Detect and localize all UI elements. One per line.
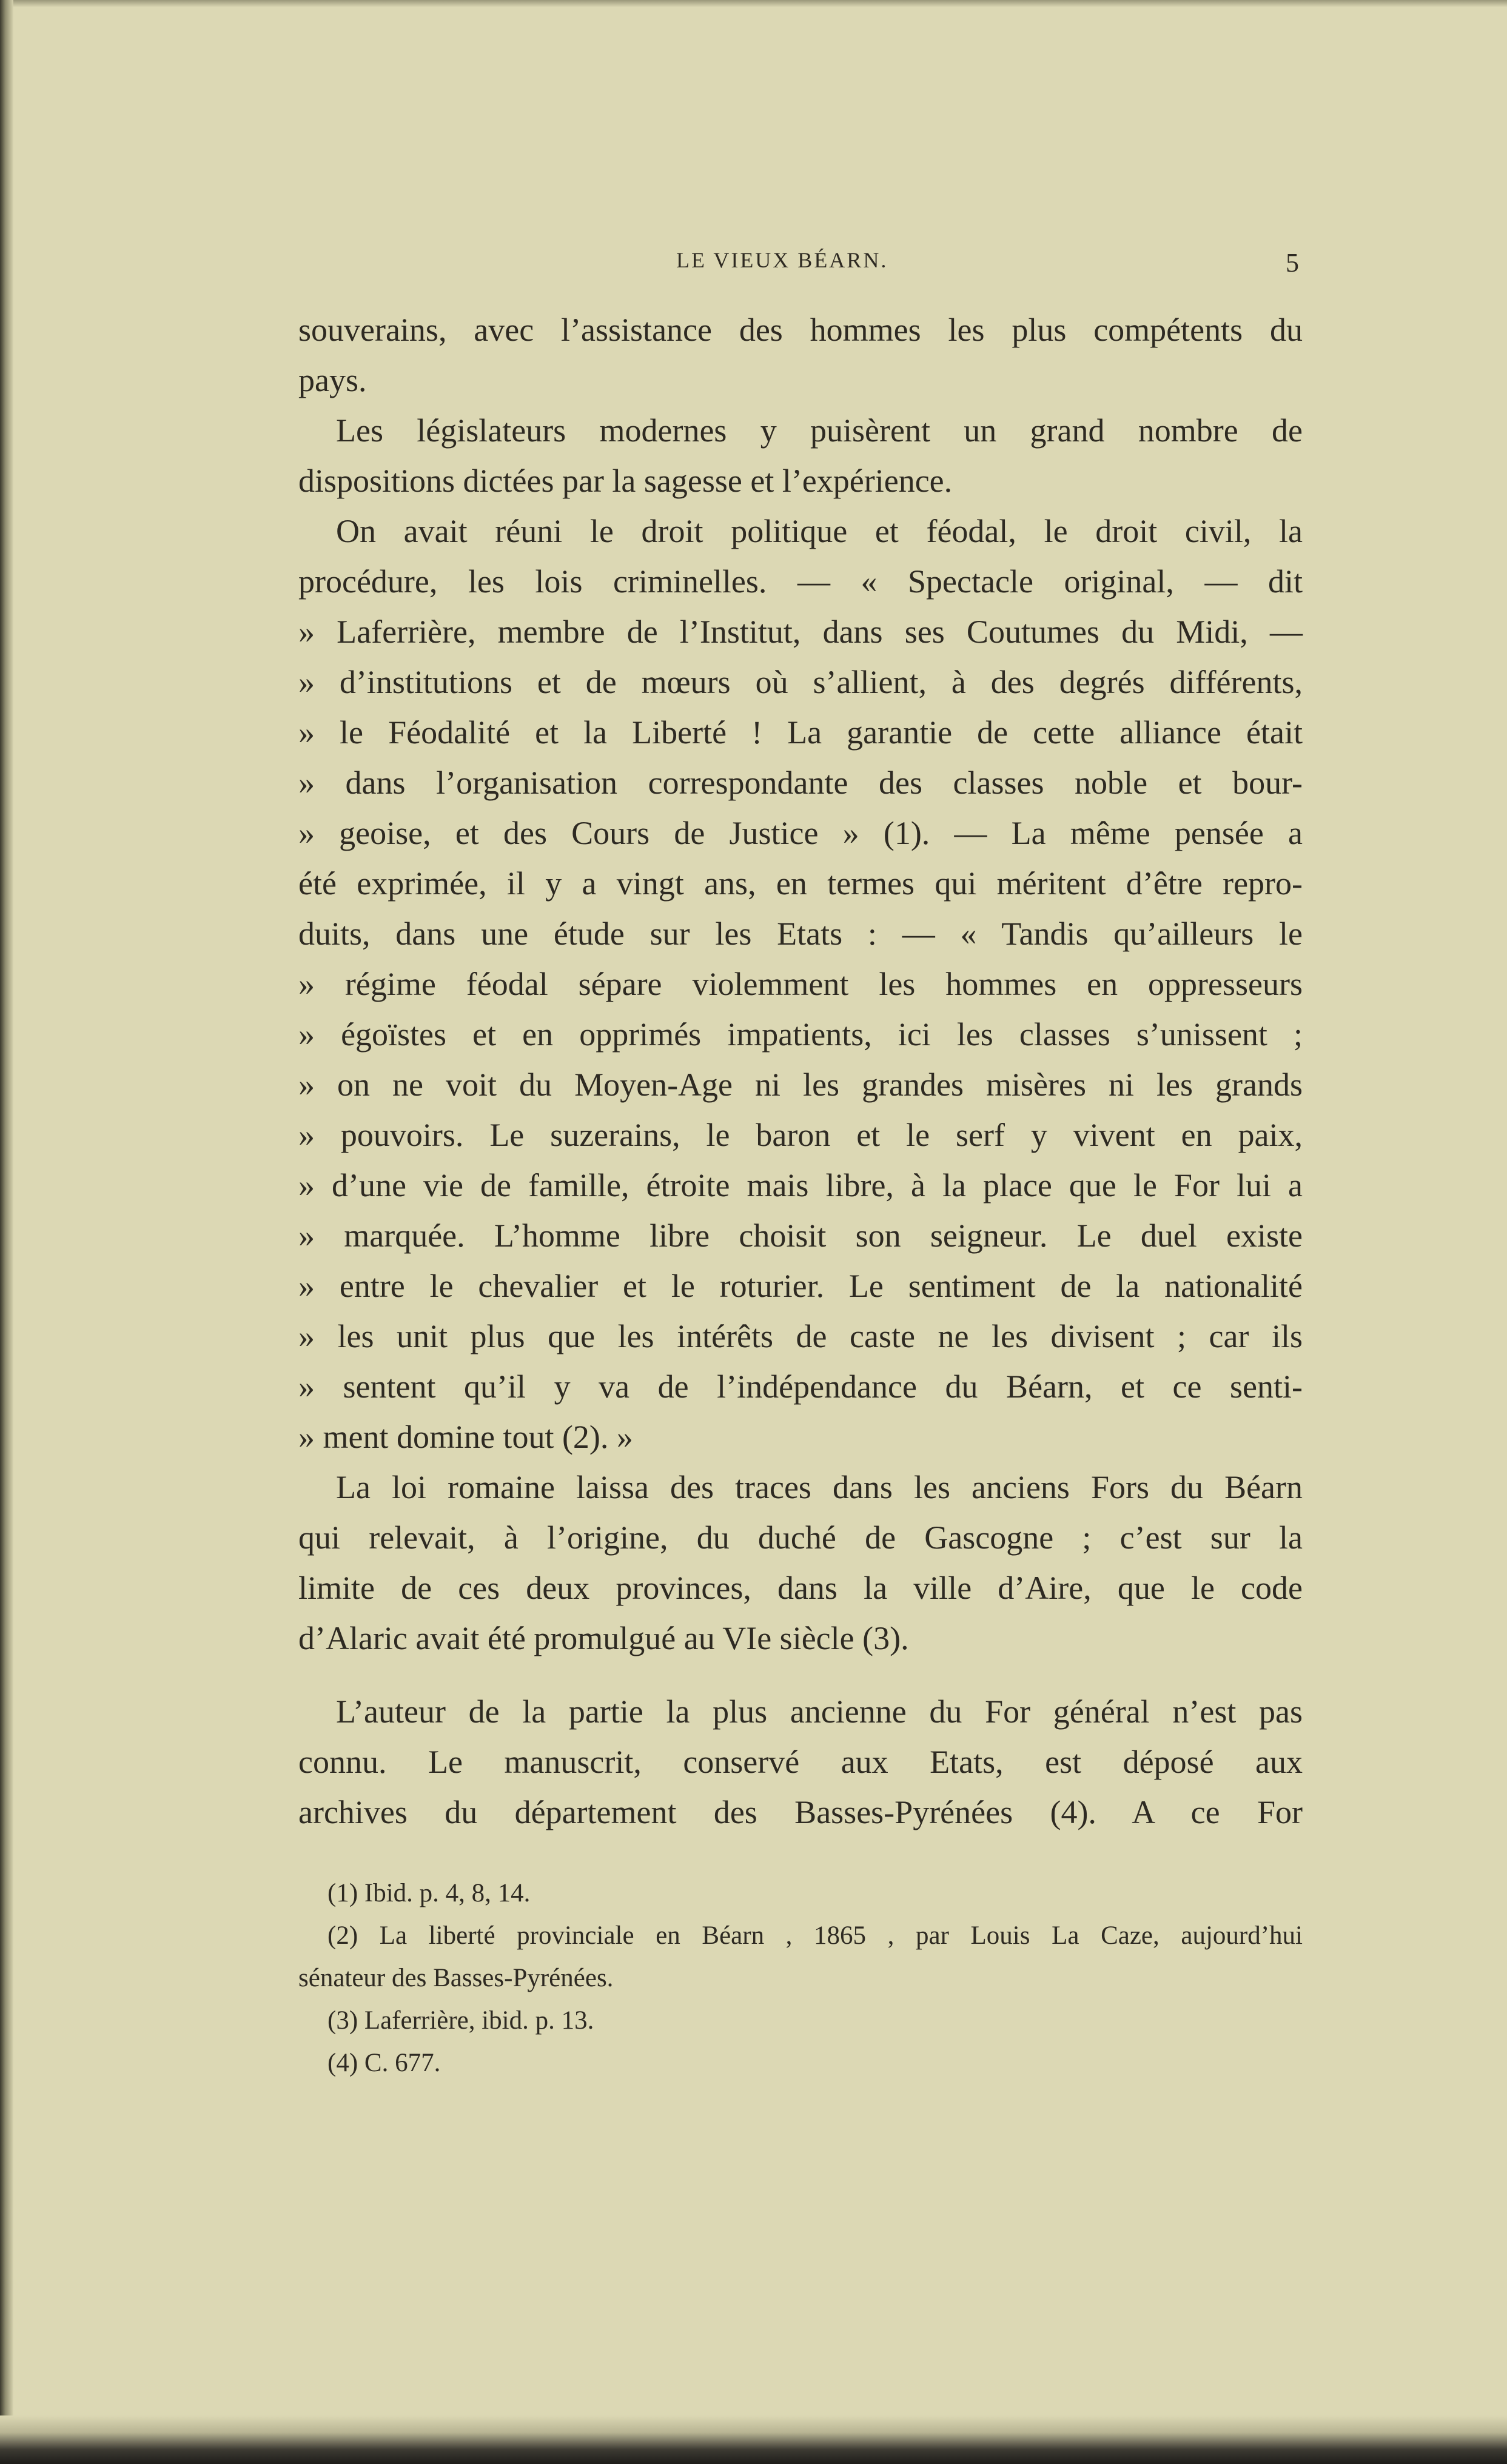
text-line: » Laferrière, membre de l’Institut, dans ses Coutumes du Midi, — xyxy=(298,614,1303,650)
text-line: » entre le chevalier et le roturier. Le sentiment de la nationalité xyxy=(298,1268,1303,1304)
text-line: d’Alaric avait été promulgué au VIe siècle (3). xyxy=(298,1620,909,1656)
text-line: limite de ces deux provinces, dans la ville d’Aire, que le code xyxy=(298,1570,1303,1606)
text-line: La loi romaine laissa des traces dans les anciens Fors du Béarn xyxy=(336,1469,1303,1505)
text-line: » ment domine tout (2). » xyxy=(298,1419,633,1455)
page-number: 5 xyxy=(1286,248,1301,278)
text-line: » les unit plus que les intérêts de caste ne les divisent ; car ils xyxy=(298,1318,1303,1354)
page-header xyxy=(676,247,1301,284)
text-line: L’auteur de la partie la plus ancienne du For général n’est pas xyxy=(336,1693,1303,1730)
text-line: été exprimée, il y a vingt ans, en termes qui méritent d’être repro- xyxy=(298,865,1303,902)
footnotes xyxy=(298,1872,1303,2084)
text-line: souverains, avec l’assistance des hommes les plus compétents du xyxy=(298,312,1303,348)
page-bottom-edge xyxy=(0,2415,1507,2464)
footnote-line: (4) C. 677. xyxy=(327,2049,441,2077)
running-title: LE VIEUX BÉARN. xyxy=(676,248,888,272)
footnote-line: (2) La liberté provinciale en Béarn , 1865 , par Louis La Caze, aujourd’hui xyxy=(327,1921,1303,1950)
text-line: connu. Le manuscrit, conservé aux Etats, est déposé aux xyxy=(298,1744,1303,1780)
text-line: » régime féodal sépare violemment les hommes en oppresseurs xyxy=(298,966,1303,1002)
book-spine-edge xyxy=(0,0,13,2464)
text-line: procédure, les lois criminelles. — « Spectacle original, — dit xyxy=(298,563,1303,600)
text-line: » on ne voit du Moyen-Age ni les grandes misères ni les grands xyxy=(298,1066,1303,1103)
text-line: » le Féodalité et la Liberté ! La garantie de cette alliance était xyxy=(298,714,1303,751)
paragraph-gap xyxy=(298,1664,1303,1687)
text-line: » sentent qu’il y va de l’indépendance du Béarn, et ce senti- xyxy=(298,1368,1303,1405)
text-line: pays. xyxy=(298,362,367,398)
text-line: » d’une vie de famille, étroite mais libre, à la place que le For lui a xyxy=(298,1167,1303,1204)
text-line: On avait réuni le droit politique et féodal, le droit civil, la xyxy=(336,513,1303,549)
body-text xyxy=(298,305,1303,1838)
text-line: » geoise, et des Cours de Justice » (1). — La même pensée a xyxy=(298,815,1303,851)
text-line: » d’institutions et de mœurs où s’allient, à des degrés différents, xyxy=(298,664,1303,700)
text-line: » marquée. L’homme libre choisit son seigneur. Le duel existe xyxy=(298,1217,1303,1254)
page-top-edge xyxy=(0,0,1507,7)
footnote-line: (1) Ibid. p. 4, 8, 14. xyxy=(327,1879,531,1907)
text-line: » égoïstes et en opprimés impatients, ici les classes s’unissent ; xyxy=(298,1016,1303,1053)
text-line: duits, dans une étude sur les Etats : — « Tandis qu’ailleurs le xyxy=(298,916,1303,952)
text-line: dispositions dictées par la sagesse et l’expérience. xyxy=(298,463,953,499)
text-line: Les législateurs modernes y puisèrent un grand nombre de xyxy=(336,412,1303,449)
text-line: qui relevait, à l’origine, du duché de Gascogne ; c’est sur la xyxy=(298,1519,1303,1556)
text-line: » dans l’organisation correspondante des classes noble et bour- xyxy=(298,765,1303,801)
text-line: » pouvoirs. Le suzerains, le baron et le serf y vivent en paix, xyxy=(298,1117,1303,1153)
footnote-line: (3) Laferrière, ibid. p. 13. xyxy=(327,2006,594,2035)
text-line: archives du département des Basses-Pyrénées (4). A ce For xyxy=(298,1794,1303,1830)
footnote-line: sénateur des Basses-Pyrénées. xyxy=(298,1964,614,1992)
